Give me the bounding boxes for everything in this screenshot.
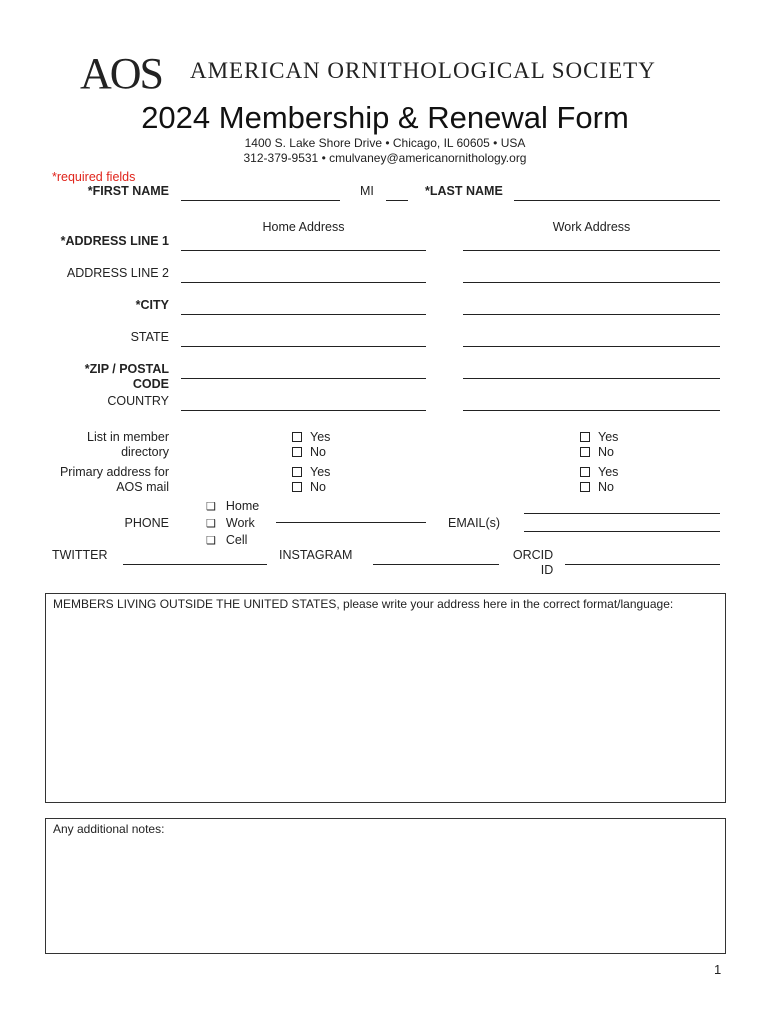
state-label: STATE [130, 330, 169, 344]
home-country-field[interactable] [181, 410, 426, 411]
phone-label: PHONE [124, 516, 169, 530]
option-label: Home [225, 499, 260, 513]
zip-label-line-1: *ZIP / POSTAL [84, 362, 169, 376]
home-zip-field[interactable] [181, 378, 426, 379]
zip-label-line-2: CODE [132, 377, 169, 391]
email-field-2[interactable] [524, 531, 720, 532]
orcid-field[interactable] [565, 564, 720, 565]
first-name-label: *FIRST NAME [87, 184, 169, 198]
outside-us-address-label: MEMBERS LIVING OUTSIDE THE UNITED STATES, please write your address here in the correct format/language: [53, 597, 674, 611]
work-state-field[interactable] [463, 346, 720, 347]
mi-field[interactable] [386, 200, 408, 201]
phone-home-option[interactable] [206, 499, 259, 515]
checkbox-icon[interactable]: ❑ [206, 535, 216, 547]
work-address-heading: Work Address [552, 220, 631, 234]
org-contact: 312-379-9531 • cmulvaney@americanornithology.org [243, 151, 527, 165]
instagram-field[interactable] [373, 564, 499, 565]
home-state-field[interactable] [181, 346, 426, 347]
twitter-label: TWITTER [52, 548, 108, 562]
phone-field[interactable] [276, 522, 426, 523]
additional-notes-box[interactable] [45, 818, 726, 954]
work-zip-field[interactable] [463, 378, 720, 379]
required-fields-note: *required fields [52, 170, 136, 184]
option-label: Cell [225, 533, 248, 547]
work-directory-yes-option[interactable] [580, 430, 618, 445]
home-address-heading: Home Address [262, 220, 345, 234]
home-directory-yes-option[interactable] [292, 430, 330, 445]
checkbox-icon[interactable] [580, 447, 590, 457]
work-country-field[interactable] [463, 410, 720, 411]
outside-us-address-box[interactable] [45, 593, 726, 803]
orcid-label-line-1: ORCID [512, 548, 554, 562]
checkbox-icon[interactable] [292, 482, 302, 492]
option-label: Yes [310, 430, 331, 444]
instagram-label: INSTAGRAM [279, 548, 353, 562]
option-label: Yes [310, 465, 331, 479]
phone-cell-option[interactable] [206, 533, 247, 549]
phone-work-option[interactable] [206, 516, 255, 532]
checkbox-icon[interactable] [292, 432, 302, 442]
directory-label-line-1: List in member [87, 430, 169, 444]
country-label: COUNTRY [107, 394, 169, 408]
work-primary-yes-option[interactable] [580, 465, 618, 480]
address-line-2-label: ADDRESS LINE 2 [66, 266, 169, 280]
option-label: Yes [598, 430, 619, 444]
additional-notes-label: Any additional notes: [53, 822, 165, 836]
option-label: No [310, 480, 326, 494]
checkbox-icon[interactable] [292, 467, 302, 477]
work-address-line-1-field[interactable] [463, 250, 720, 251]
checkbox-icon[interactable] [580, 432, 590, 442]
first-name-field[interactable] [181, 200, 340, 201]
checkbox-icon[interactable]: ❑ [206, 518, 216, 530]
checkbox-icon[interactable] [580, 482, 590, 492]
option-label: No [310, 445, 326, 459]
primary-address-label-line-2: AOS mail [116, 480, 169, 494]
last-name-field[interactable] [514, 200, 720, 201]
work-primary-no-option[interactable] [580, 480, 614, 495]
city-label: *CITY [135, 298, 169, 312]
society-name: AMERICAN ORNITHOLOGICAL SOCIETY [190, 58, 656, 83]
email-label: EMAIL(s) [448, 516, 501, 530]
checkbox-icon[interactable] [580, 467, 590, 477]
option-label: No [598, 445, 614, 459]
home-primary-yes-option[interactable] [292, 465, 330, 480]
option-label: Work [225, 516, 255, 530]
work-directory-no-option[interactable] [580, 445, 614, 460]
org-address: 1400 S. Lake Shore Drive • Chicago, IL 60605 • USA [244, 136, 526, 150]
form-title: 2024 Membership & Renewal Form [141, 100, 629, 135]
home-city-field[interactable] [181, 314, 426, 315]
primary-address-label-line-1: Primary address for [59, 465, 169, 479]
address-line-1-label: *ADDRESS LINE 1 [60, 234, 169, 248]
last-name-label: *LAST NAME [425, 184, 503, 198]
home-address-line-1-field[interactable] [181, 250, 426, 251]
home-primary-no-option[interactable] [292, 480, 326, 495]
work-address-line-2-field[interactable] [463, 282, 720, 283]
option-label: No [598, 480, 614, 494]
logo-mark: AOS [80, 49, 163, 98]
twitter-field[interactable] [123, 564, 267, 565]
work-city-field[interactable] [463, 314, 720, 315]
checkbox-icon[interactable] [292, 447, 302, 457]
page-number: 1 [714, 962, 722, 977]
orcid-label-line-2: ID [540, 563, 554, 577]
option-label: Yes [598, 465, 619, 479]
email-field-1[interactable] [524, 513, 720, 514]
home-address-line-2-field[interactable] [181, 282, 426, 283]
checkbox-icon[interactable]: ❑ [206, 501, 216, 513]
directory-label-line-2: directory [121, 445, 169, 459]
society-logo [80, 49, 690, 98]
home-directory-no-option[interactable] [292, 445, 326, 460]
mi-label: MI [360, 184, 374, 198]
